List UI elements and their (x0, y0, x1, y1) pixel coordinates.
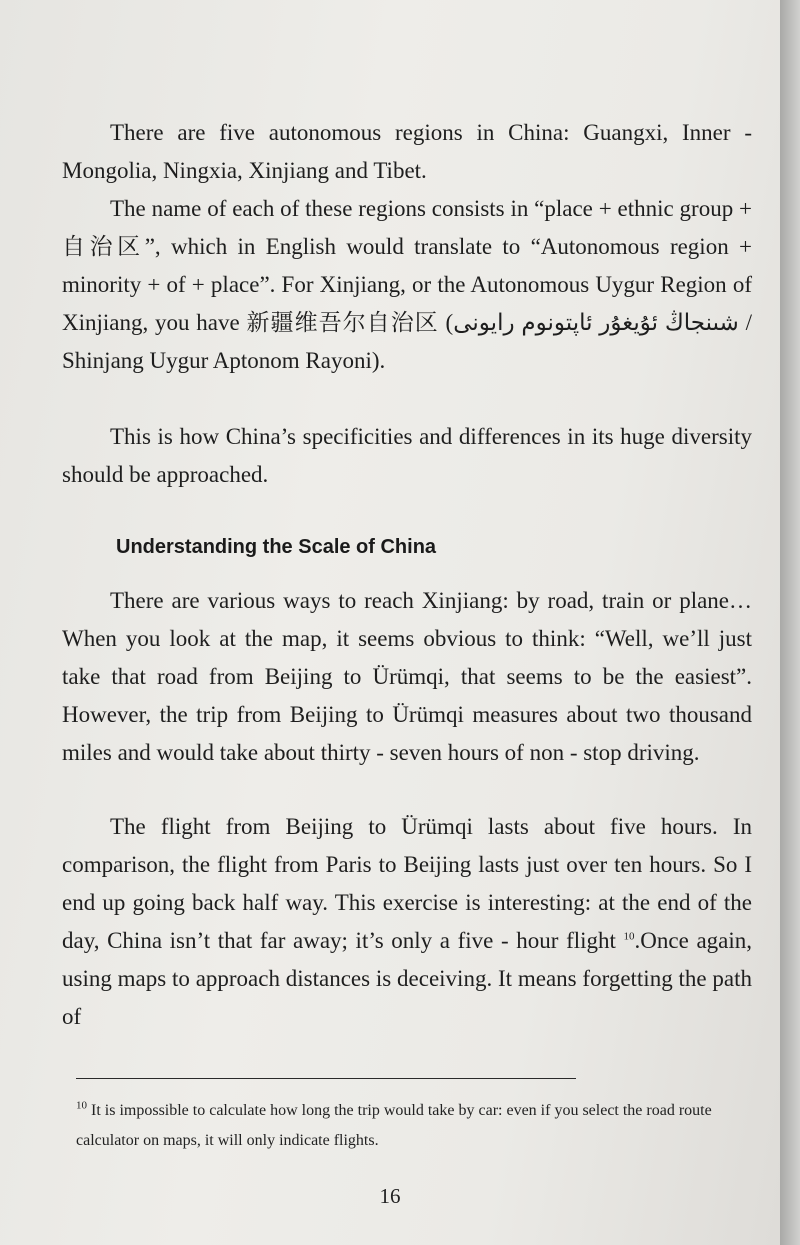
footnote-divider (76, 1078, 576, 1079)
paragraph-text: The name of each of these regions consists in “place + ethnic group + 自治区”, which in English would translate to “Autonomous region + minority + of + place”. For Xinjiang, or the Autonomous Uygur Region of Xinjiang, you have 新疆维吾尔自治区 ( (62, 196, 752, 335)
paragraph-region-naming (62, 190, 752, 380)
footnote-text: It is impossible to calculate how long the trip would take by car: even if you select the road route calculator on maps, it will only indicate flights. (76, 1102, 712, 1149)
footnote-number: 10 (76, 1099, 87, 1112)
paragraph-text: .Once again, using maps to approach distances is deceiving. It means forgetting the path of (62, 928, 753, 1029)
paragraph-text: There are five autonomous regions in China: Guangxi, Inner - Mongolia, Ningxia, Xinjiang and Tibet. (62, 120, 752, 183)
paragraph-autonomous-regions (62, 114, 752, 190)
page-edge (780, 0, 800, 1245)
uyghur-script-text: شىنجاڭ ئۇيغۇر ئاپتونوم رايونى (453, 310, 739, 335)
paragraph-reach-xinjiang (62, 582, 752, 772)
paragraph-text: This is how China’s specificities and differences in its huge diversity should be approached. (62, 424, 752, 487)
paragraph-flight-comparison (62, 808, 752, 1036)
section-heading: Understanding the Scale of China (116, 536, 437, 558)
paragraph-diversity (62, 418, 752, 494)
paragraph-text: There are various ways to reach Xinjiang: by road, train or plane… When you look at the map, it seems obvious to think: “Well, we’ll just take that road from Beijing to Ürümqi, that seems to be the easiest”. However, the trip from Beijing to Ürümqi measures about two thousand miles and would take about thirty - seven hours of non - stop driving. (62, 588, 752, 765)
footnote-reference: 10 (623, 930, 635, 943)
paragraph-text: / Shinjang Uygur Aptonom Rayoni). (62, 310, 752, 373)
paragraph-text: The flight from Beijing to Ürümqi lasts about five hours. In comparison, the flight from Paris to Beijing lasts just over ten hours. So I end up going back half way. This exercise is interesting: at the end of the day, China isn’t that far away; it’s only a five - hour flight (62, 814, 752, 953)
page-number: 16 (379, 1184, 401, 1208)
footnote (76, 1096, 766, 1156)
